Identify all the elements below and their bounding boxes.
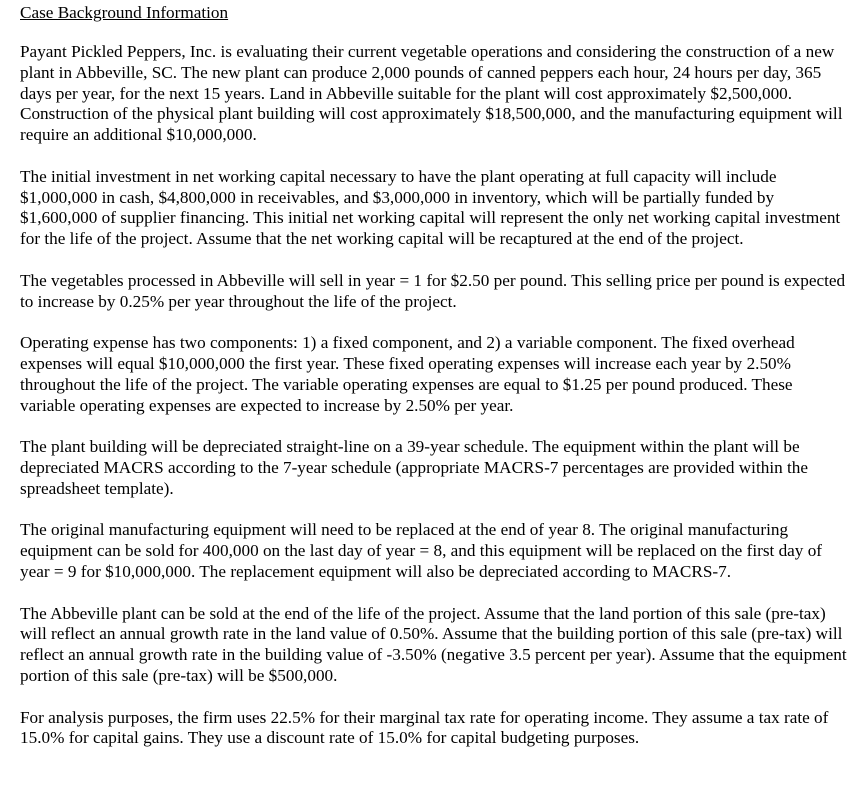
paragraph-operating-expense: Operating expense has two components: 1) a fixed component, and 2) a variable component. The fixed overhead expenses will equal $10,000,000 the first year. These fixed operating expenses will increase each year by 2.50% throughout the life of the project. The variable operating expenses are equal to $1.25 per pound produced. These variable operating expenses are expected to increase by 2.50% per year. <box>20 333 795 415</box>
paragraph-selling-price: The vegetables processed in Abbeville will sell in year = 1 for $2.50 per pound. This selling price per pound is expected to increase by 0.25% per year throughout the life of the project. <box>20 270 846 311</box>
paragraph-plant-sale: The Abbeville plant can be sold at the end of the life of the project. Assume that the land portion of this sale (pre-tax) will reflect an annual growth rate in the land value of 0.50%. Assume that the building portion of this sale (pre-tax) will reflect an annual growth rate in the building value of -3.50% (negative 3.5 percent per year). Assume that the equipment portion of this sale (pre-tax) will be $500,000. <box>20 603 847 685</box>
paragraph-equipment-replacement: The original manufacturing equipment will need to be replaced at the end of year 8. The original manufacturing equipment can be sold for 400,000 on the last day of year = 8, and this equipment will be replaced on the first day of year = 9 for $10,000,000. The replacement equipment will also be depreciated according to MACRS-7. <box>20 520 823 581</box>
paragraph-depreciation: The plant building will be depreciated straight-line on a 39-year schedule. The equipment within the plant will be depreciated MACRS according to the 7-year schedule (appropriate MACRS-7 percentages are provided within the spreadsheet template). <box>20 437 808 498</box>
paragraph-plant-overview: Payant Pickled Peppers, Inc. is evaluating their current vegetable operations and considering the construction of a new plant in Abbeville, SC. The new plant can produce 2,000 pounds of canned peppers each hour, 24 hours per day, 365 days per year, for the next 15 years. Land in Abbeville suitable for the plant will cost approximately $2,500,000. Construction of the physical plant building will cost approximately $18,500,000, and the manufacturing equipment will require an additional $10,000,000. <box>20 42 843 145</box>
section-heading: Case Background Information <box>20 3 229 22</box>
paragraph-tax-and-discount: For analysis purposes, the firm uses 22.5% for their marginal tax rate for operating income. They assume a tax rate of 15.0% for capital gains. They use a discount rate of 15.0% for capital budgeting purposes. <box>20 707 829 748</box>
paragraph-net-working-capital: The initial investment in net working capital necessary to have the plant operating at full capacity will include $1,000,000 in cash, $4,800,000 in receivables, and $3,000,000 in inventory, which will be partially funded by $1,600,000 of supplier financing. This initial net working capital will represent the only net working capital investment for the life of the project. Assume that the net working capital will be recaptured at the end of the project. <box>20 166 841 249</box>
